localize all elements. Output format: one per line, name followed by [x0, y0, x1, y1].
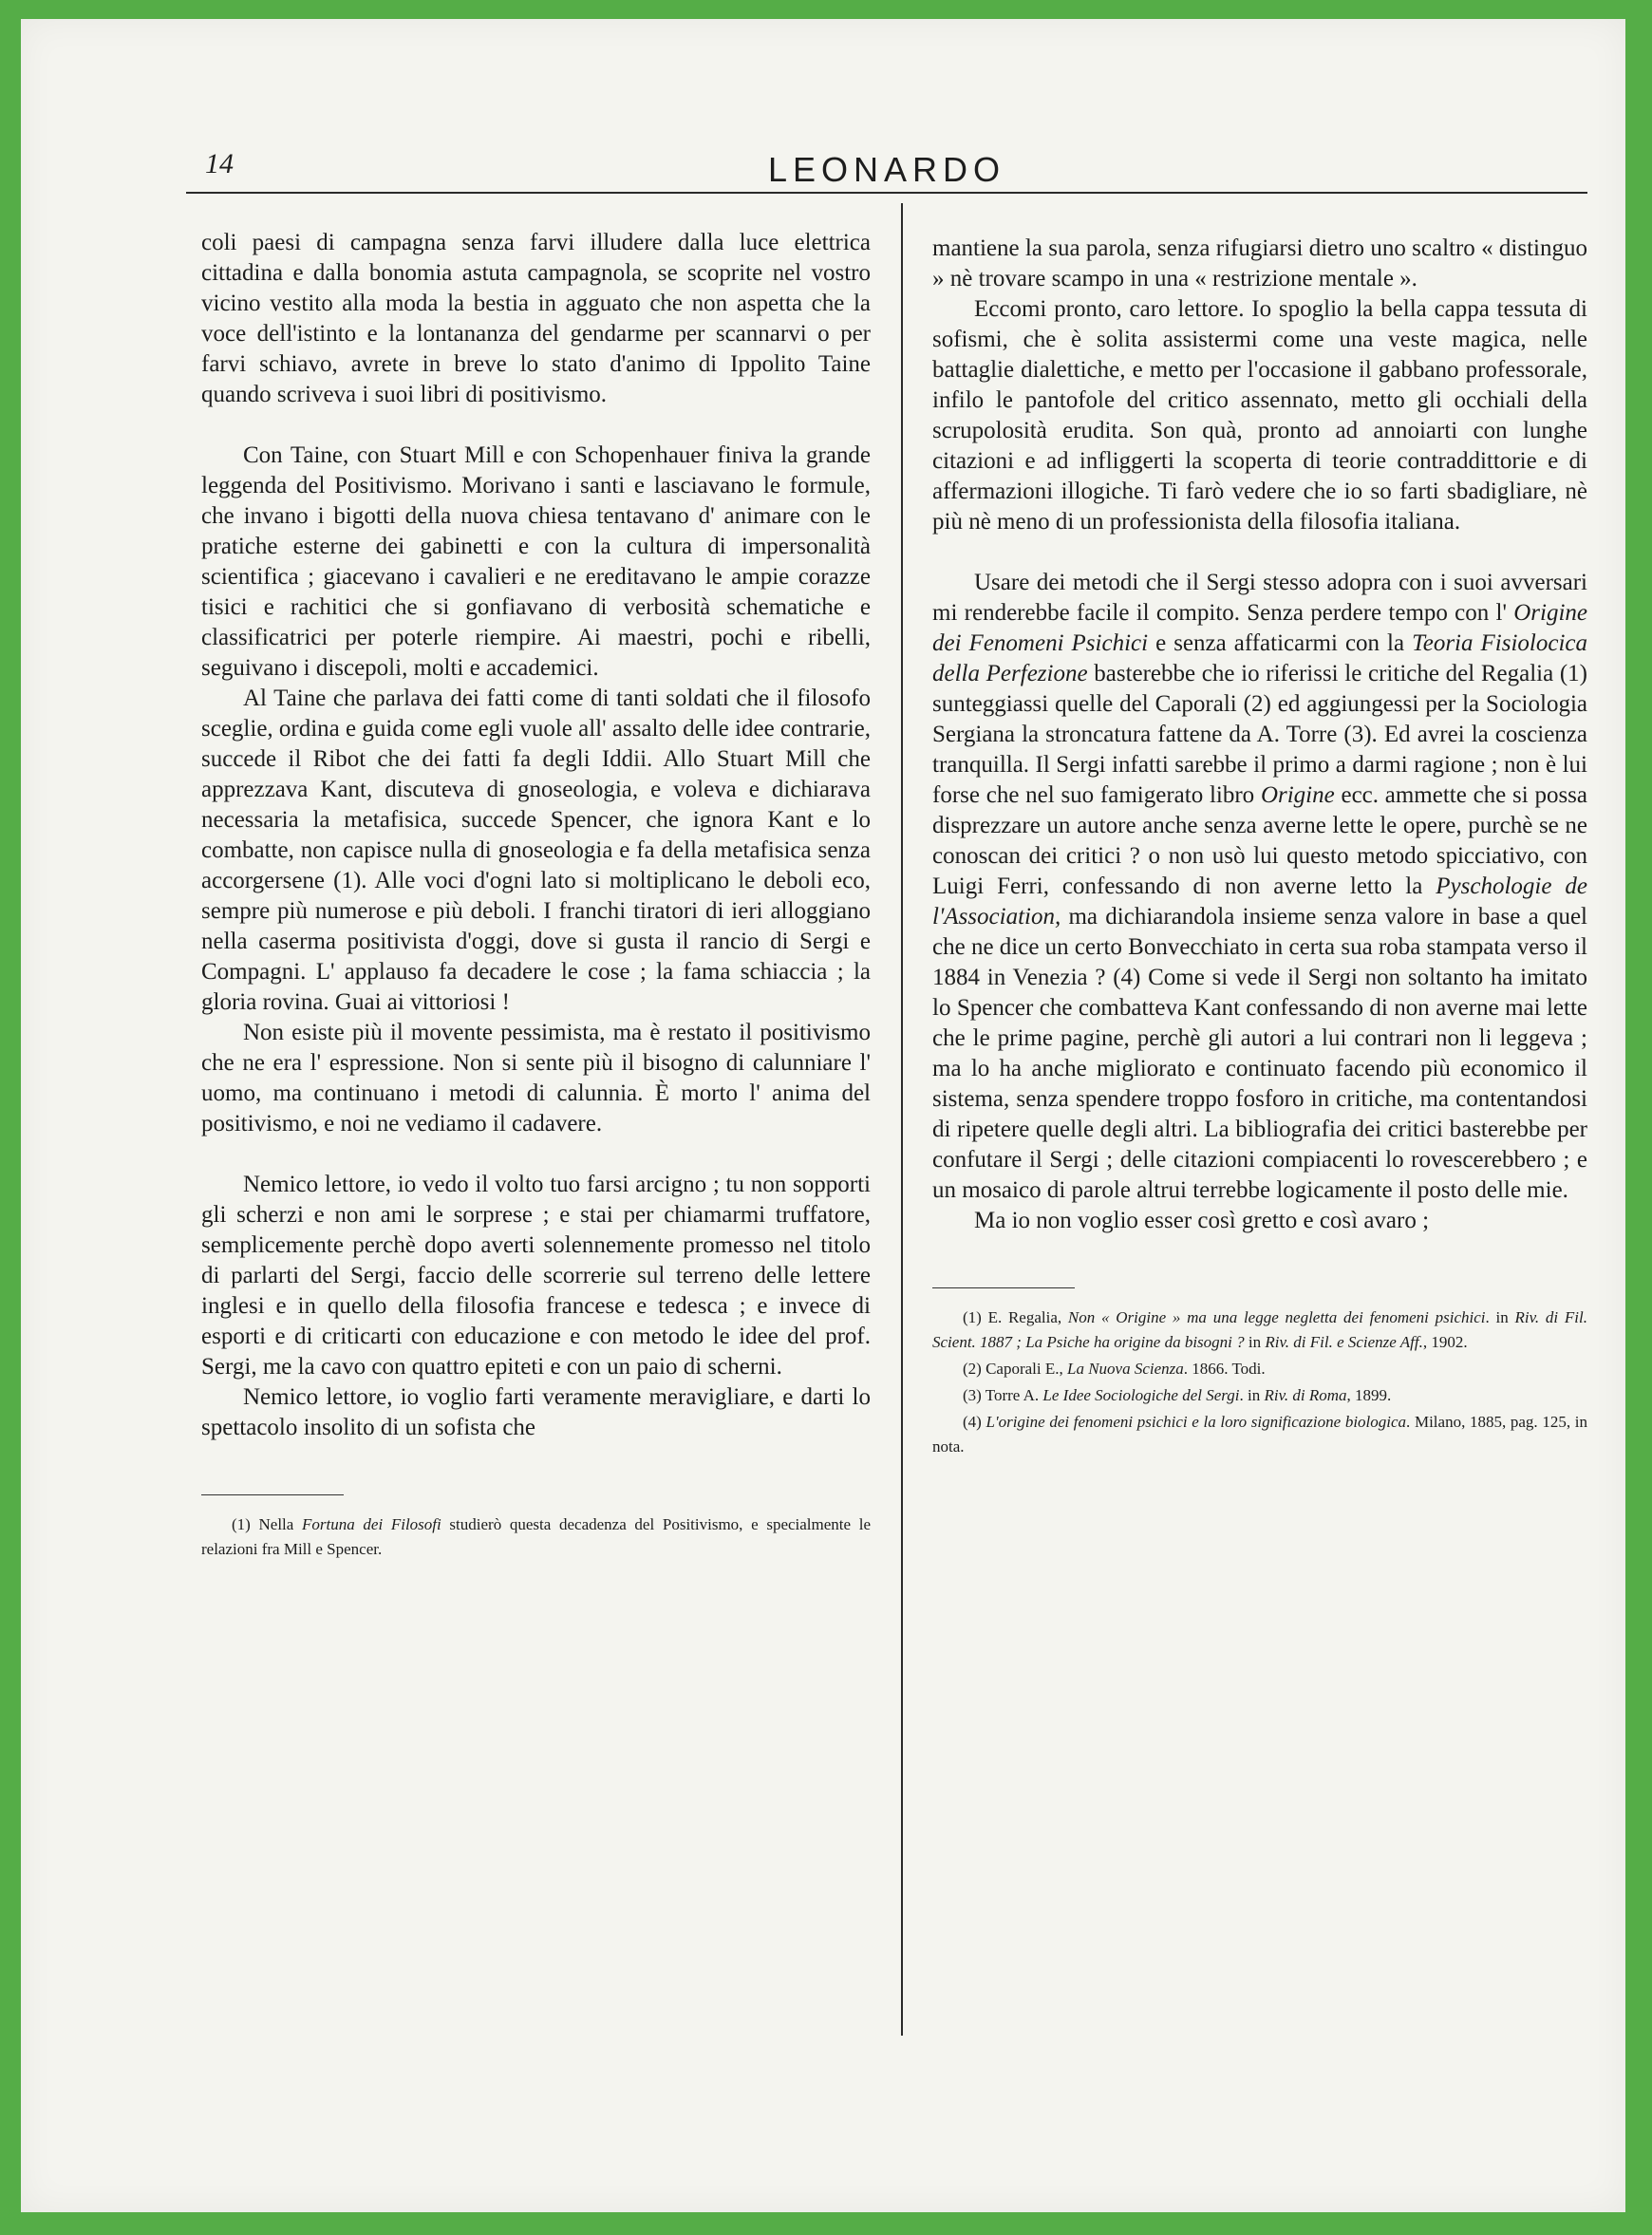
running-title: LEONARDO	[767, 150, 1006, 189]
paragraph: Ma io non voglio esser così gretto e così avaro ;	[974, 1208, 1430, 1233]
page-header	[186, 122, 1587, 197]
paragraph: coli paesi di campagna senza farvi illudere dalla luce elettrica cittadina e dalla bonomia astuta campagnola, se scoprite nel vostro vicino vestito alla moda la bestia in agguato che non aspetta che la voce dell'istinto e la lontananza del gendarme per scannarvi o per farvi schiavo, avrete in breve lo stato d'animo di Ippolito Taine quando scriveva i suoi libri di positivismo.	[201, 230, 871, 407]
footnote-1: (1) E. Regalia, Non « Origine » ma una legge negletta dei fenomeni psichici. in Riv. di Fil. Scient. 1887 ; La Psiche ha origine da bisogni ? in Riv. di Fil. e Scienze Aff., 1902.	[932, 1308, 1587, 1351]
paragraph: Nemico lettore, io vedo il volto tuo farsi arcigno ; tu non sopporti gli scherzi e non ami le sorprese ; e stai per chiamarmi truffatore, semplicemente perchè dopo averti solennemente promesso nel titolo di parlarti del Sergi, faccio delle scorrerie sul terreno delle lettere inglesi e in quello della filosofia francese e tedesca ; e invece di esporti e di criticarti con educazione e con metodo le idee del prof. Sergi, me la cavo con quattro epiteti e con un paio di scherni.	[201, 1172, 871, 1380]
paragraph: Nemico lettore, io voglio farti veramente meravigliare, e darti lo spettacolo insolito di un sofista che	[201, 1384, 871, 1440]
footnote-rule	[201, 1494, 344, 1495]
paragraph: Eccomi pronto, caro lettore. Io spoglio la bella cappa tessuta di sofismi, che è solita assistermi come una veste magica, nelle battaglie dialettiche, e metto per l'occasione il gabbano professorale, infilo le pantofole del critico assennato, metto gli occhiali della scrupolosità erudita. Son quà, pronto ad annoiarti con lunghe citazioni e ad infliggerti la scoperta di teorie contraddittorie e di affermazioni illogiche. Ti farò vedere che io so farti sbadigliare, nè più nè meno di un professionista della filosofia italiana.	[932, 296, 1587, 535]
footnotes	[932, 1305, 1587, 1459]
page-number: 14	[205, 148, 234, 179]
paragraph: Con Taine, con Stuart Mill e con Schopenhauer finiva la grande leggenda del Positivismo. Morivano i santi e lasciavano le formule, che invano i bigotti della nuova chiesa tentavano d' animare con le pratiche esterne dei gabinetti e con la cultura di impersonalità scientifica ; giacevano i cavalieri e ne ereditavano le ampie corazze tisici e rachitici che si gonfiavano di verbosità schematiche e classificatrici per poterle riempire. Ai maestri, pochi e ribelli, seguivano i discepoli, molti e accademici.	[201, 442, 871, 681]
footnote-2: (2) Caporali E., La Nuova Scienza. 1866. Todi.	[963, 1360, 1266, 1378]
paragraph: Usare dei metodi che il Sergi stesso adopra con i suoi avversari mi renderebbe facile il compito. Senza perdere tempo con l' Origine dei Fenomeni Psichici e senza affaticarmi con la Teoria Fisiolocica della Perfezione basterebbe che io riferissi le critiche del Regalia (1) sunteggiassi quelle del Caporali (2) ed aggiungessi per la Sociologia Sergiana la stroncatura fattene da A. Torre (3). Ed avrei la coscienza tranquilla. Il Sergi infatti sarebbe il primo a darmi ragione ; non è lui forse che nel suo famigerato libro Origine ecc. ammette che si possa disprezzare un autore anche senza averne lette le opere, purchè se ne conoscan dei critici ? o non usò lui questo metodo spicciativo, con Luigi Ferri, confessando di non averne letto la Pyschologie de l'Association, ma dichiarandola insieme senza valore in base a quel che ne dice un certo Bonvecchiato in certa sua roba stampata verso il 1884 in Venezia ? (4) Come si vede il Sergi non soltanto ha imitato lo Spencer che combatteva Kant confessando di non averne mai lette che le prime pagine, perchè gli autori a lui contrari non li leggeva ; ma lo ha anche migliorato e continuato facendo più economico il sistema, senza spendere troppo fosforo in critiche, ma contentandosi di ripetere quelle degli altri. La bibliografia dei critici basterebbe per confutare il Sergi ; delle citazioni compiacenti lo rovescerebbero ; e un mosaico di parole altrui terrebbe logicamente il posto delle mie.	[932, 570, 1587, 1203]
paragraph: Al Taine che parlava dei fatti come di tanti soldati che il filosofo sceglie, ordina e guida come egli vuole all' assalto delle idee contrarie, succede il Ribot che dei fatti fa degli Iddii. Allo Stuart Mill che apprezzava Kant, discuteva di gnoseologia, e voleva e dichiarava necessaria la metafisica, succede Spencer, che ignora Kant e lo combatte, non capisce nulla di gnoseologia e fa della metafisica senza accorgersene (1). Alle voci d'ogni lato si moltiplicano le deboli eco, sempre più numerose e più deboli. I franchi tiratori di ieri alloggiano nella caserma positivista d'oggi, dove si gusta il rancio di Sergi e Compagni. L' applauso fa decadere le cose ; la fama schiaccia ; la gloria rovina. Guai ai vittoriosi !	[201, 686, 871, 1015]
header-rule	[186, 192, 1587, 194]
footnote-rule	[932, 1287, 1075, 1288]
footnote-1: (1) Nella Fortuna dei Filosofi studierò questa decadenza del Positivismo, e specialmente le relazioni fra Mill e Spencer.	[201, 1515, 872, 1558]
paragraph: mantiene la sua parola, senza rifugiarsi dietro uno scaltro « distinguo » nè trovare scampo in una « restrizione mentale ».	[932, 235, 1587, 291]
paragraph: Non esiste più il movente pessimista, ma è restato il positivismo che ne era l' espressione. Non si sente più il bisogno di calunniare l' uomo, ma continuano i metodi di calunnia. È morto l' anima del positivismo, e noi ne vediamo il cadavere.	[201, 1020, 871, 1136]
right-column	[932, 234, 1587, 1461]
footnote-3: (3) Torre A. Le Idee Sociologiche del Sergi. in Riv. di Roma, 1899.	[963, 1386, 1392, 1404]
footnote-4: (4) L'origine dei fenomeni psichici e la loro significazione biologica. Milano, 1885, pag. 125, in nota.	[932, 1413, 1587, 1456]
column-divider	[901, 203, 903, 2036]
left-column	[201, 228, 871, 1564]
footnotes	[201, 1512, 871, 1562]
